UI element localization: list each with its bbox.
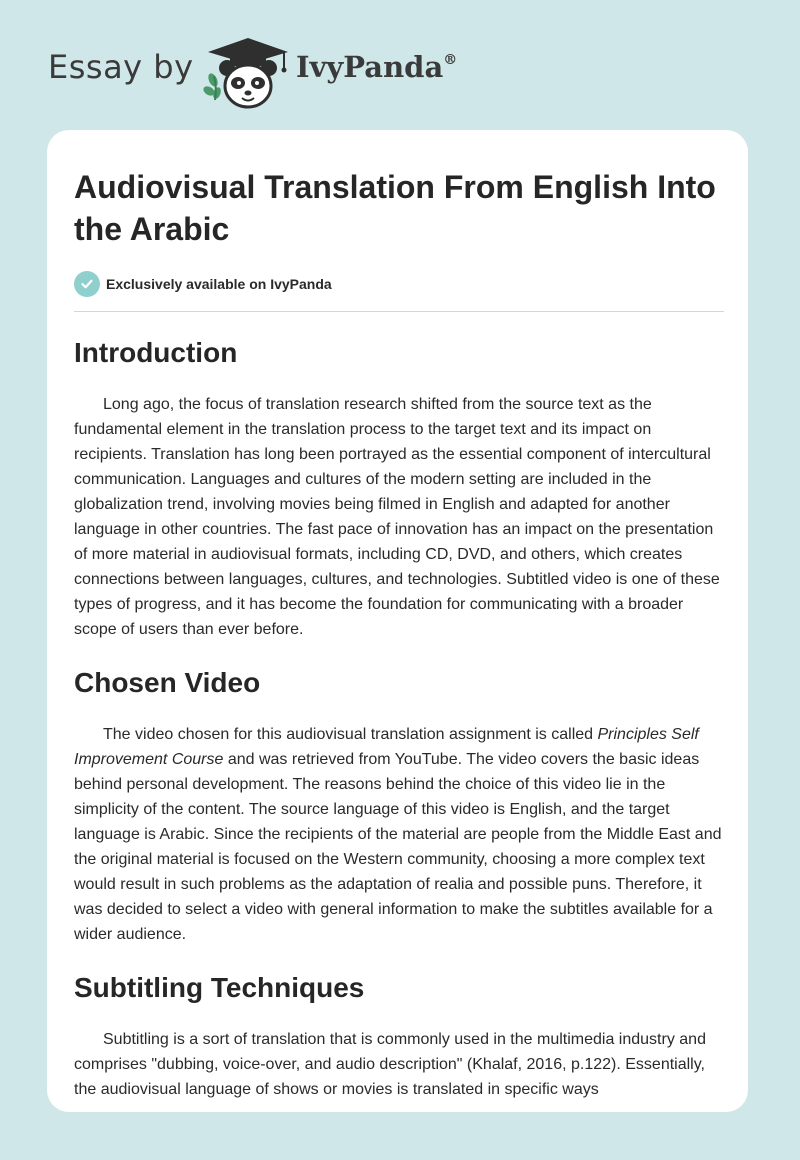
section-paragraph-introduction: Long ago, the focus of translation research shifted from the source text as the fundamental element in the translation process to the target text and its impact on recipients. Translation has long been portrayed as the essential component of intercultural communication. Languages and cultures of the modern setting are included in the globalization trend, involving movies being filmed in English and adapted for another language in other countries. The fast pace of innovation has an impact on the presentation of more material in audiovisual formats, including CD, DVD, and others, which creates connections between languages, cultures, and technologies. Subtitled video is one of these types of progress, and it has become the foundation for communicating with a broader scope of users than ever before. [74, 396, 720, 638]
exclusive-badge-label: Exclusively available on IvyPanda [106, 276, 332, 292]
section-heading-subtitling-techniques: Subtitling Techniques [74, 972, 365, 1003]
essay-title: Audiovisual Translation From English Into the Arabic [74, 169, 716, 247]
section-heading-chosen-video: Chosen Video [74, 667, 261, 698]
video-title-italic: Principles Self Improvement Course [74, 726, 699, 768]
section-heading-introduction: Introduction [74, 337, 238, 368]
essay-by-label: Essay by [48, 48, 194, 86]
exclusive-badge [74, 270, 724, 298]
panda-logo-icon[interactable] [200, 36, 296, 110]
check-circle-icon [74, 271, 100, 297]
section-paragraph-chosen-video [74, 722, 724, 947]
section-paragraph-subtitling-techniques: Subtitling is a sort of translation that is commonly used in the multimedia industry and comprises "dubbing, voice-over, and audio description" (Khalaf, 2016, p.122). Essentially, the audiovisual language of shows or movies is translated in specific ways [74, 1031, 706, 1098]
essay-content [74, 166, 724, 1102]
brand-name[interactable] [296, 50, 457, 84]
title-divider [74, 311, 724, 312]
paragraph-text-end: and was retrieved from YouTube. The video covers the basic ideas behind personal development. The reasons behind the choice of this video lie in the simplicity of the content. The source language of this video is English, and the target language is Arabic. Since the recipients of the material are people from the Middle East and the original material is focused on the Western community, choosing a more complex text would result in such problems as the adaptation of realia and possible puns. Therefore, it was decided to select a video with general information to make the subtitles available for a wider audience. [74, 751, 722, 943]
site-header [0, 0, 800, 130]
registered-mark: ® [443, 52, 458, 68]
essay-card [47, 130, 748, 1112]
paragraph-text-start: The video chosen for this audiovisual translation assignment is called [103, 726, 598, 743]
brand-text: IvyPanda [296, 50, 444, 84]
